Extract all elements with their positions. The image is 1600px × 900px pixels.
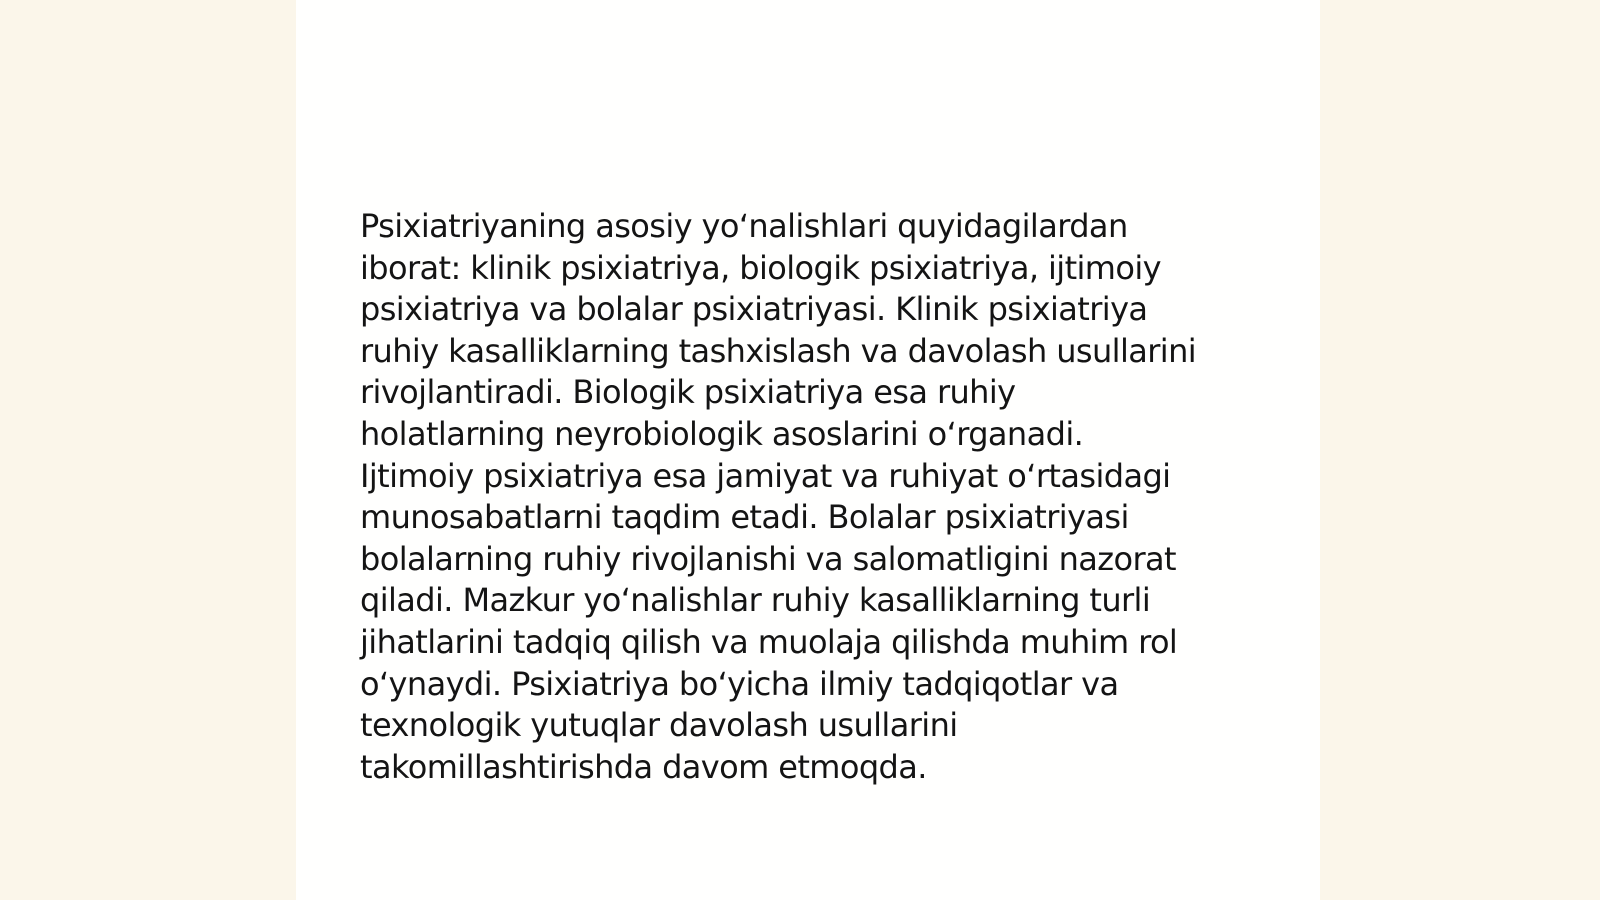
text-line: takomillashtirishda davom etmoqda. [360,747,927,786]
text-line: psixiatriya va bolalar psixiatriyasi. Klinik psixiatriya [360,290,1148,329]
text-line: rivojlantiradi. Biologik psixiatriya esa ruhiy [360,373,1016,412]
text-line: bolalarning ruhiy rivojlanishi va salomatligini nazorat [360,539,1176,578]
text-line: Ijtimoiy psixiatriya esa jamiyat va ruhiyat oʻrtasidagi [360,456,1171,495]
text-line: holatlarning neyrobiologik asoslarini oʻrganadi. [360,414,1084,453]
text-line: texnologik yutuqlar davolash usullarini [360,706,958,745]
text-line: ruhiy kasalliklarning tashxislash va davolash usullarini [360,331,1197,370]
text-line: qiladi. Mazkur yoʻnalishlar ruhiy kasalliklarning turli [360,581,1151,620]
text-line: munosabatlarni taqdim etadi. Bolalar psixiatriyasi [360,498,1129,537]
text-line: iborat: klinik psixiatriya, biologik psixiatriya, ijtimoiy [360,248,1161,287]
text-line: Psixiatriyaning asosiy yoʻnalishlari quyidagilardan [360,207,1128,245]
text-line: jihatlarini tadqiq qilish va muolaja qilishda muhim rol [360,622,1178,661]
body-paragraph [360,206,1260,788]
text-line: oʻynaydi. Psixiatriya boʻyicha ilmiy tadqiqotlar va [360,664,1119,703]
